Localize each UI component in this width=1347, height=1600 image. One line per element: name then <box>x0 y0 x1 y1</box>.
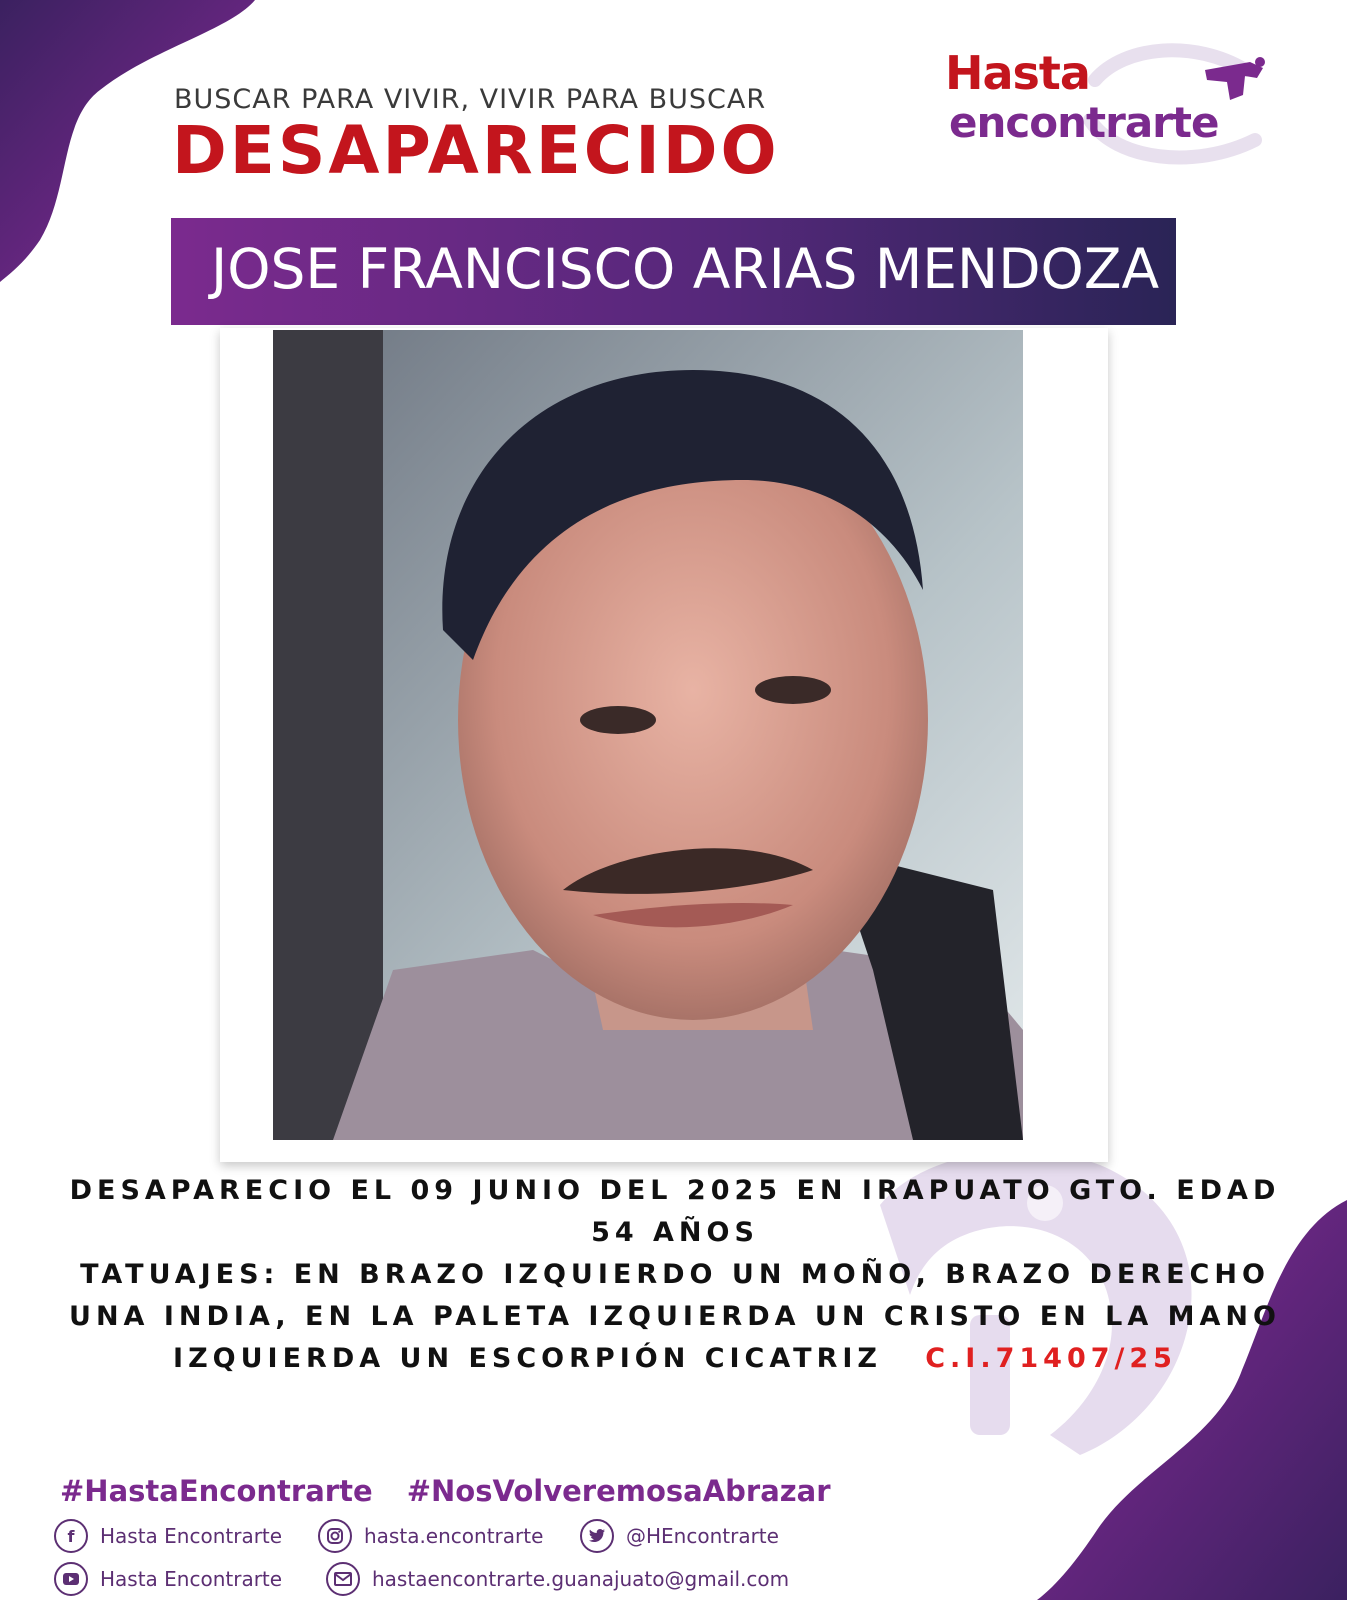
details-date-location: DESAPARECIO EL 09 JUNIO DEL 2025 EN IRAPUATO GTO. EDAD <box>69 1175 1281 1206</box>
hashtag-nos-volveremos[interactable]: #NosVolveremosaAbrazar <box>406 1474 831 1508</box>
social-twitter[interactable] <box>580 1519 779 1553</box>
email-label: hastaencontrarte.guanajuato@gmail.com <box>372 1567 790 1591</box>
details-tattoos-1: TATUAJES: EN BRAZO IZQUIERDO UN MOÑO, BRAZO DERECHO <box>80 1259 1270 1290</box>
person-photo <box>273 330 1023 1140</box>
details-tattoos-3-text: IZQUIERDA UN ESCORPIÓN CICATRIZ <box>173 1343 882 1374</box>
logo-text-line1: Hasta <box>945 46 1090 100</box>
logo-text-line2: encontrarte <box>949 98 1219 147</box>
name-banner <box>171 218 1176 325</box>
details-tattoos-3 <box>55 1338 1295 1380</box>
twitter-label: @HEncontrarte <box>626 1524 779 1548</box>
organization-logo <box>945 40 1305 170</box>
tagline: BUSCAR PARA VIVIR, VIVIR PARA BUSCAR <box>174 84 767 115</box>
social-facebook[interactable] <box>54 1519 282 1553</box>
missing-status-title: DESAPARECIDO <box>172 112 780 189</box>
social-email[interactable] <box>326 1562 789 1596</box>
instagram-icon <box>318 1519 352 1553</box>
facebook-label: Hasta Encontrarte <box>100 1524 283 1548</box>
instagram-label: hasta.encontrarte <box>364 1524 544 1548</box>
social-youtube[interactable] <box>54 1562 282 1596</box>
hashtags <box>60 1474 855 1508</box>
social-instagram[interactable] <box>318 1519 543 1553</box>
missing-person-details <box>55 1170 1295 1380</box>
twitter-icon <box>580 1519 614 1553</box>
details-tattoos-2: UNA INDIA, EN LA PALETA IZQUIERDA UN CRISTO EN LA MANO <box>69 1301 1281 1332</box>
hashtag-hasta-encontrarte[interactable]: #HastaEncontrarte <box>60 1474 373 1508</box>
facebook-icon: f <box>54 1519 88 1553</box>
youtube-icon <box>54 1562 88 1596</box>
person-name: JOSE FRANCISCO ARIAS MENDOZA <box>211 237 1160 301</box>
youtube-label: Hasta Encontrarte <box>100 1567 283 1591</box>
case-id: C.I.71407/25 <box>925 1343 1177 1374</box>
details-age: 54 AÑOS <box>591 1217 759 1248</box>
mail-icon <box>326 1562 360 1596</box>
